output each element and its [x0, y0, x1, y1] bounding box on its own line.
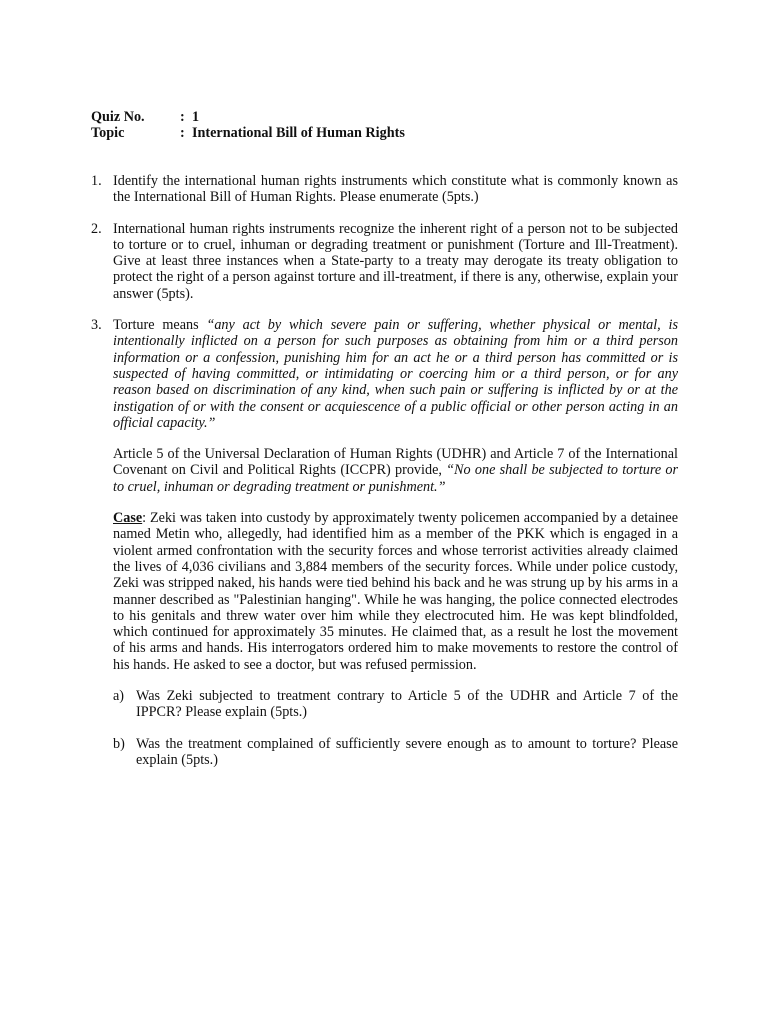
question-list	[91, 173, 678, 783]
topic-separator: :	[180, 125, 185, 142]
question-number: 2.	[91, 220, 102, 237]
quiz-number-value: 1	[192, 109, 200, 125]
topic-value: International Bill of Human Rights	[192, 125, 405, 142]
question-number: 1.	[91, 173, 102, 189]
sub-question-a	[113, 688, 678, 721]
topic-label: Topic	[91, 125, 125, 142]
question-3	[91, 317, 678, 768]
sub-question-letter: a)	[113, 688, 125, 705]
sub-question-text: Was the treatment complained of sufficiently severe enough as to amount to torture? Please explain (5pts.)	[136, 735, 678, 768]
sub-question-text: Was Zeki subjected to treatment contrary to Article 5 of the UDHR and Article 7 of the IPPCR? Please explain (5pts.)	[136, 688, 678, 721]
question-1	[91, 173, 678, 206]
topic-row	[91, 125, 405, 141]
quiz-number-label: Quiz No.	[91, 109, 145, 125]
definition-intro: Torture means	[113, 317, 207, 334]
quiz-number-row	[91, 109, 405, 125]
case-text: : Zeki was taken into custody by approximately twenty policemen accompanied by a detainee named Metin who, allegedly, had identified him as a member of the PKK which is engaged in a violent armed confrontation with the security forces and whose terrorist activities already claimed the lives of 4,036 civilians and 3,884 members of the security forces. While under police custody, Zeki was stripped naked, his hands were tied behind his back and he was strung up by his arms in a manner described as "Palestinian hanging". While he was hanging, the police connected electrodes to his genitals and threw water over him while they electrocuted him. He was kept blindfolded, which continued for approximately 35 minutes. He claimed that, as a result he lost the movement of his arms and hands. His interrogators ordered him to make movements to restore the control of his hands. He asked to see a doctor, but was refused permission.	[113, 510, 678, 673]
quiz-header	[91, 109, 405, 142]
question-text: Identify the international human rights instruments which constitute what is commonly known as the International Bill of Human Rights. Please enumerate (5pts.)	[113, 173, 678, 206]
article-quote: “No one shall be subjected to torture or to cruel, inhuman or degrading treatment or punishment.”	[113, 462, 678, 495]
question-text: International human rights instruments recognize the inherent right of a person not to be subjected to torture or to cruel, inhuman or degrading treatment or punishment (Torture and Ill-Treatment). Give at least three instances when a State-party to a treaty may derogate its treaty obligation to protect the right of a person against torture and ill-treatment, if there is any, otherwise, explain your answer (5pts).	[113, 220, 678, 302]
definition-quote: “any act by which severe pain or suffering, whether physical or mental, is intentionally inflicted on a person for such purposes as obtaining from him or a third person information or a confession, punishing him for an act he or a third person has committed or is suspected of having committed, or intimidating or coercing him or a third person, or for any reason based on discrimination of any kind, when such pain or suffering is inflicted by or at the instigation of or with the consent or acquiescence of a public official or other person acting in an official capacity.”	[113, 317, 679, 431]
article-paragraph	[113, 446, 678, 495]
question-number: 3.	[91, 317, 102, 334]
sub-question-letter: b)	[113, 735, 125, 752]
question-2	[91, 221, 678, 302]
quiz-number-separator: :	[180, 109, 185, 125]
case-label: Case	[113, 510, 143, 527]
torture-definition-paragraph	[113, 317, 678, 431]
sub-question-b	[113, 736, 678, 769]
case-paragraph	[113, 510, 678, 673]
article-text: Article 5 of the Universal Declaration of Human Rights (UDHR) and Article 7 of the International Covenant on Civil and Political Rights (ICCPR) provide,	[113, 446, 678, 479]
